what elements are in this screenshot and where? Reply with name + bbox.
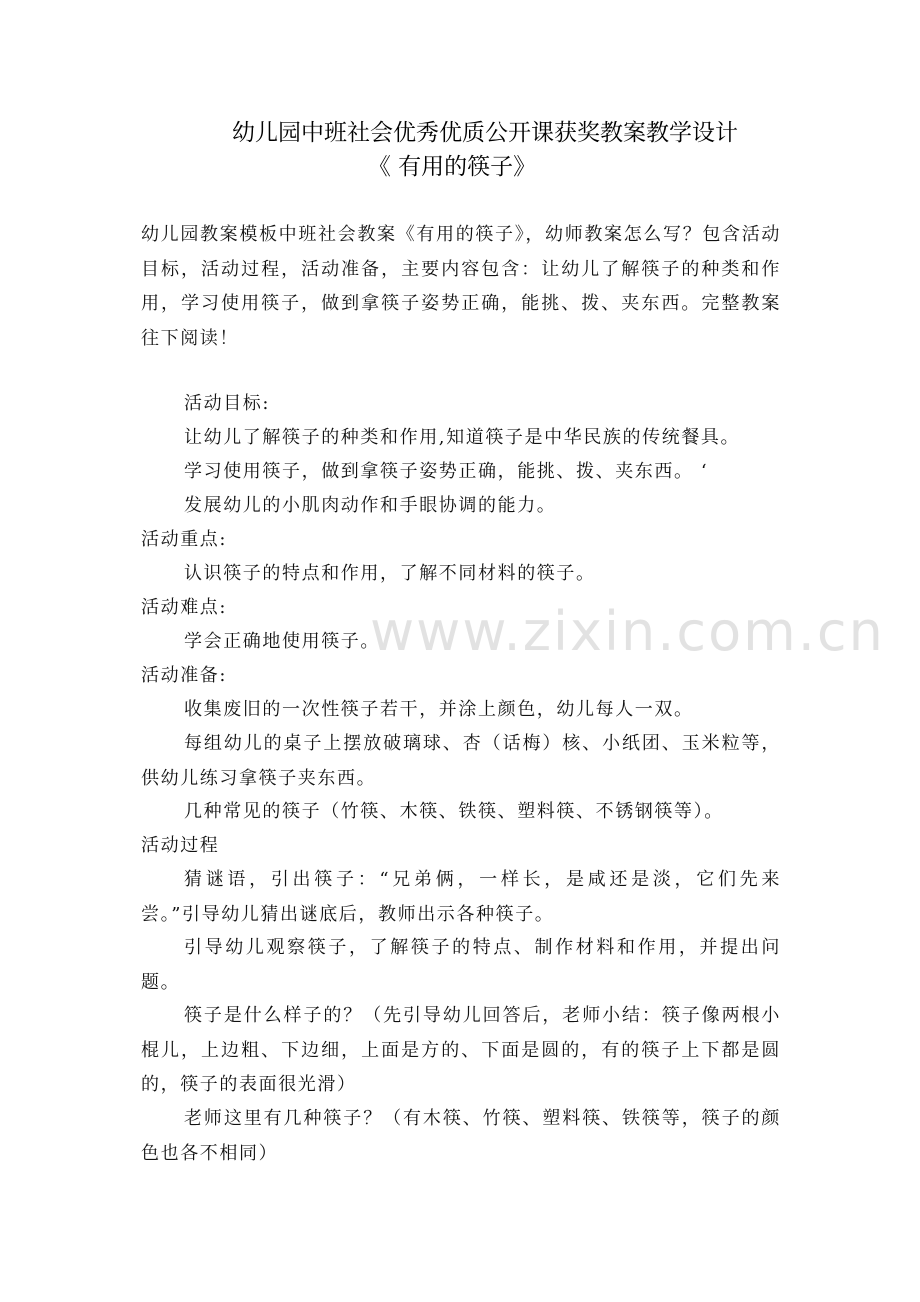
- process-item: 老师这里有几种筷子？（有木筷、竹筷、塑料筷、铁筷等，筷子的颜色也各不相同）: [141, 1108, 781, 1164]
- document-subtitle: 《 有用的筷子》: [367, 154, 537, 180]
- goal-item: 发展幼儿的小肌肉动作和手眼协调的能力。: [184, 495, 557, 516]
- preparation-item: 收集废旧的一次性筷子若干，并涂上颜色，幼儿每人一双。: [184, 699, 694, 720]
- goal-item: 让幼儿了解筷子的种类和作用,知道筷子是中华民族的传统餐具。: [184, 427, 741, 448]
- intro-paragraph: 幼儿园教案模板中班社会教案《有用的筷子》，幼师教案怎么写？包含活动目标，活动过程，活动准备，主要内容包含：让幼儿了解筷子的种类和作用，学习使用筷子，做到拿筷子姿势正确，能挑、拨、夹东西。完整教案往下阅读！: [141, 224, 781, 349]
- preparation-heading: 活动准备:: [141, 665, 228, 686]
- goals-heading: 活动目标:: [184, 393, 271, 414]
- process-heading: 活动过程: [141, 835, 220, 856]
- key-point-text: 认识筷子的特点和作用，了解不同材料的筷子。: [184, 563, 596, 584]
- process-item: 引导幼儿观察筷子，了解筷子的特点、制作材料和作用，并提出问题。: [141, 937, 781, 993]
- goal-item: 学习使用筷子，做到拿筷子姿势正确，能挑、拨、夹东西。 ‘: [184, 461, 709, 482]
- preparation-item: 每组幼儿的桌子上摆放破璃球、杏（话梅）核、小纸团、玉米粒等，供幼儿练习拿筷子夹东西。: [141, 733, 781, 789]
- difficulty-heading: 活动难点:: [141, 597, 228, 618]
- process-item: 猜谜语，引出筷子：“兄弟俩，一样长，是咸还是淡，它们先来尝。”引导幼儿猜出谜底后，教师出示各种筷子。: [141, 869, 781, 925]
- preparation-item: 几种常见的筷子（竹筷、木筷、铁筷、塑料筷、不锈钢筷等）。: [184, 801, 724, 822]
- process-item: 筷子是什么样子的？（先引导幼儿回答后，老师小结：筷子像两根小棍儿，上边粗、下边细，上面是方的、下面是圆的，有的筷子上下都是圆的，筷子的表面很光滑）: [141, 1005, 781, 1095]
- document-title: 幼儿园中班社会优秀优质公开课获奖教案教学设计: [232, 120, 738, 146]
- watermark: www.zixin.com.cn: [370, 600, 885, 663]
- key-point-heading: 活动重点:: [141, 529, 228, 550]
- difficulty-text: 学会正确地使用筷子。: [184, 631, 380, 652]
